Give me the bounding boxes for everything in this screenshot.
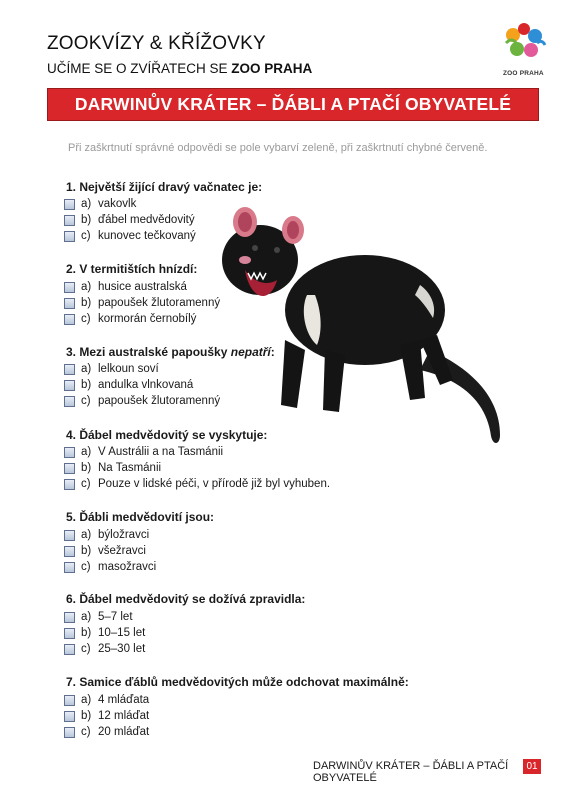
option-text: lelkoun soví [98,363,159,375]
option-6c[interactable] [64,642,145,656]
option-letter: c) [81,726,91,738]
checkbox[interactable] [64,530,75,541]
checkbox[interactable] [64,727,75,738]
option-letter: c) [81,313,91,325]
checkbox[interactable] [64,612,75,623]
option-letter: a) [81,198,92,210]
option-3c[interactable] [64,394,220,408]
checkbox[interactable] [64,447,75,458]
option-letter: c) [81,478,91,490]
option-text: 10–15 let [98,627,146,639]
option-text: masožravci [98,561,157,573]
option-letter: a) [81,281,92,293]
option-1b[interactable] [64,213,195,227]
option-text: andulka vlnkovaná [98,379,194,391]
page-number: 01 [523,759,541,774]
option-6a[interactable] [64,610,133,624]
option-3b[interactable] [64,378,193,392]
option-5a[interactable] [64,528,149,542]
checkbox[interactable] [64,562,75,573]
question-3-suffix: : [270,345,275,359]
checkbox[interactable] [64,231,75,242]
option-text: vakovlk [98,198,137,210]
question-2: 2. V termitištích hnízdí: [66,262,198,276]
tasmanian-devil-image [215,200,545,450]
option-letter: b) [81,545,92,557]
option-2c[interactable] [64,312,196,326]
option-text: papoušek žlutoramenný [98,297,221,309]
option-4c[interactable] [64,477,330,491]
checkbox[interactable] [64,463,75,474]
option-text: býložravci [98,529,150,541]
option-text: ďábel medvědovitý [98,214,195,226]
checkbox[interactable] [64,479,75,490]
option-letter: a) [81,611,92,623]
option-text: Na Tasmánii [98,462,162,474]
option-letter: b) [81,379,92,391]
option-5c[interactable] [64,560,156,574]
banner-text: DARWINŮV KRÁTER – ĎÁBLI A PTAČÍ OBYVATELÉ [74,94,512,114]
checkbox[interactable] [64,282,75,293]
option-1c[interactable] [64,229,196,243]
page-subtitle [47,61,312,76]
checkbox[interactable] [64,215,75,226]
checkbox[interactable] [64,711,75,722]
question-6: 6. Ďábel medvědovitý se dožívá zpravidla: [66,592,306,606]
option-4a[interactable] [64,445,223,459]
option-letter: a) [81,446,92,458]
option-1a[interactable] [64,197,136,211]
option-6b[interactable] [64,626,145,640]
option-letter: a) [81,694,92,706]
page-title: ZOOKVÍZY & KŘÍŽOVKY [47,33,266,54]
option-letter: b) [81,214,92,226]
checkbox[interactable] [64,380,75,391]
option-letter: c) [81,395,91,407]
option-text: kormorán černobílý [98,313,197,325]
option-3a[interactable] [64,362,159,376]
checkbox[interactable] [64,364,75,375]
option-letter: b) [81,297,92,309]
subtitle-prefix: UČÍME SE O ZVÍŘATECH SE [47,61,232,76]
subtitle-bold: ZOO PRAHA [231,61,313,76]
option-text: 25–30 let [98,643,146,655]
option-5b[interactable] [64,544,146,558]
checkbox[interactable] [64,314,75,325]
checkbox[interactable] [64,644,75,655]
option-letter: b) [81,627,92,639]
checkbox[interactable] [64,396,75,407]
option-letter: a) [81,529,92,541]
option-text: husice australská [98,281,187,293]
question-4: 4. Ďábel medvědovitý se vyskytuje: [66,428,268,442]
question-7: 7. Samice ďáblů medvědovitých může odchovat maximálně: [66,675,409,689]
checkbox[interactable] [64,546,75,557]
logo-text: ZOO PRAHA [503,70,544,77]
option-text: 20 mláďat [98,726,150,738]
option-letter: b) [81,462,92,474]
option-7b[interactable] [64,709,149,723]
option-text: 5–7 let [98,611,133,623]
instruction-text: Při zaškrtnutí správné odpovědi se pole vybarví zeleně, při zaškrtnutí chybné červeně. [68,142,488,154]
option-letter: b) [81,710,92,722]
option-letter: c) [81,230,91,242]
question-3-prefix: 3. Mezi australské papoušky [66,345,231,359]
option-letter: c) [81,561,91,573]
option-2b[interactable] [64,296,220,310]
option-text: všežravci [98,545,146,557]
checkbox[interactable] [64,628,75,639]
option-4b[interactable] [64,461,161,475]
checkbox[interactable] [64,298,75,309]
question-3-emphasis: nepatří [230,345,271,359]
option-text: papoušek žlutoramenný [98,395,221,407]
option-7c[interactable] [64,725,149,739]
checkbox[interactable] [64,695,75,706]
option-text: kunovec tečkovaný [98,230,196,242]
option-2a[interactable] [64,280,187,294]
option-text: Pouze v lidské péči, v přírodě již byl vyhuben. [98,478,331,490]
option-text: V Austrálii a na Tasmánii [98,446,224,458]
section-banner [47,88,539,121]
option-7a[interactable] [64,693,149,707]
option-text: 12 mláďat [98,710,150,722]
checkbox[interactable] [64,199,75,210]
option-letter: a) [81,363,92,375]
question-5: 5. Ďábli medvědovití jsou: [66,510,215,524]
option-text: 4 mláďata [98,694,150,706]
option-letter: c) [81,643,91,655]
question-3 [66,345,275,359]
footer-text: DARWINŮV KRÁTER – ĎÁBLI A PTAČÍ OBYVATELÉ [313,760,509,784]
question-1: 1. Největší žijící dravý vačnatec je: [66,180,263,194]
